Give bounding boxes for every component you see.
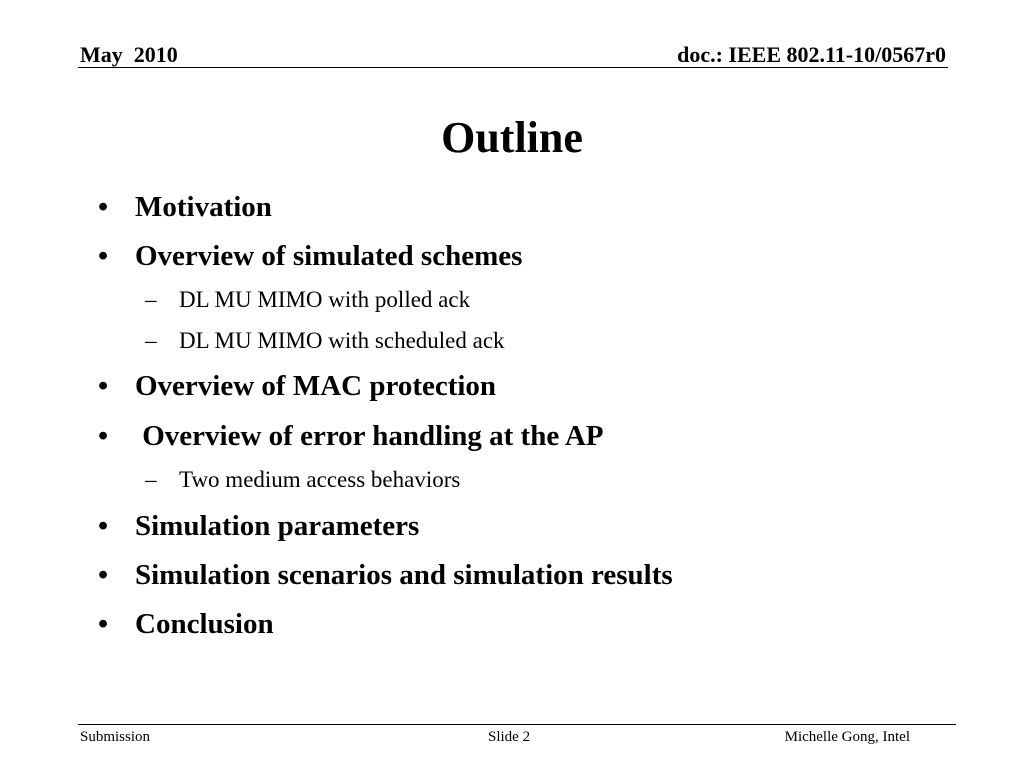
footer-author: Michelle Gong, Intel bbox=[784, 729, 910, 745]
dash-marker: – bbox=[145, 467, 157, 492]
outline-subitem-label: DL MU MIMO with polled ack bbox=[179, 287, 471, 312]
slide-title: Outline bbox=[441, 113, 583, 162]
footer-slide-number: Slide 2 bbox=[488, 729, 531, 745]
dash-marker: – bbox=[145, 328, 157, 353]
footer-divider bbox=[78, 724, 956, 725]
bullet-marker: • bbox=[98, 608, 109, 640]
bullet-marker: • bbox=[98, 240, 109, 272]
outline-item-label: Conclusion bbox=[135, 608, 274, 640]
outline-item-label: Overview of simulated schemes bbox=[135, 240, 523, 272]
bullet-marker: • bbox=[98, 559, 109, 591]
outline-item-label: Motivation bbox=[135, 191, 272, 223]
bullet-marker: • bbox=[98, 510, 109, 542]
outline-item-label: Overview of MAC protection bbox=[135, 370, 497, 402]
header-doc-id: doc.: IEEE 802.11-10/0567r0 bbox=[677, 42, 946, 67]
bullet-marker: • bbox=[98, 420, 109, 452]
dash-marker: – bbox=[145, 287, 157, 312]
bullet-marker: • bbox=[98, 370, 109, 402]
outline-item-label: Simulation scenarios and simulation results bbox=[135, 559, 673, 591]
outline-item-conclusion bbox=[98, 607, 274, 743]
outline-subitem-label: DL MU MIMO with scheduled ack bbox=[179, 328, 505, 353]
bullet-marker: • bbox=[98, 191, 109, 223]
footer-submission: Submission bbox=[80, 729, 151, 745]
outline-subitem-label: Two medium access behaviors bbox=[179, 467, 461, 492]
outline-item-label: Simulation parameters bbox=[135, 510, 420, 542]
header-date: May 2010 bbox=[80, 42, 178, 67]
outline-item-label: Overview of error handling at the AP bbox=[135, 420, 604, 452]
